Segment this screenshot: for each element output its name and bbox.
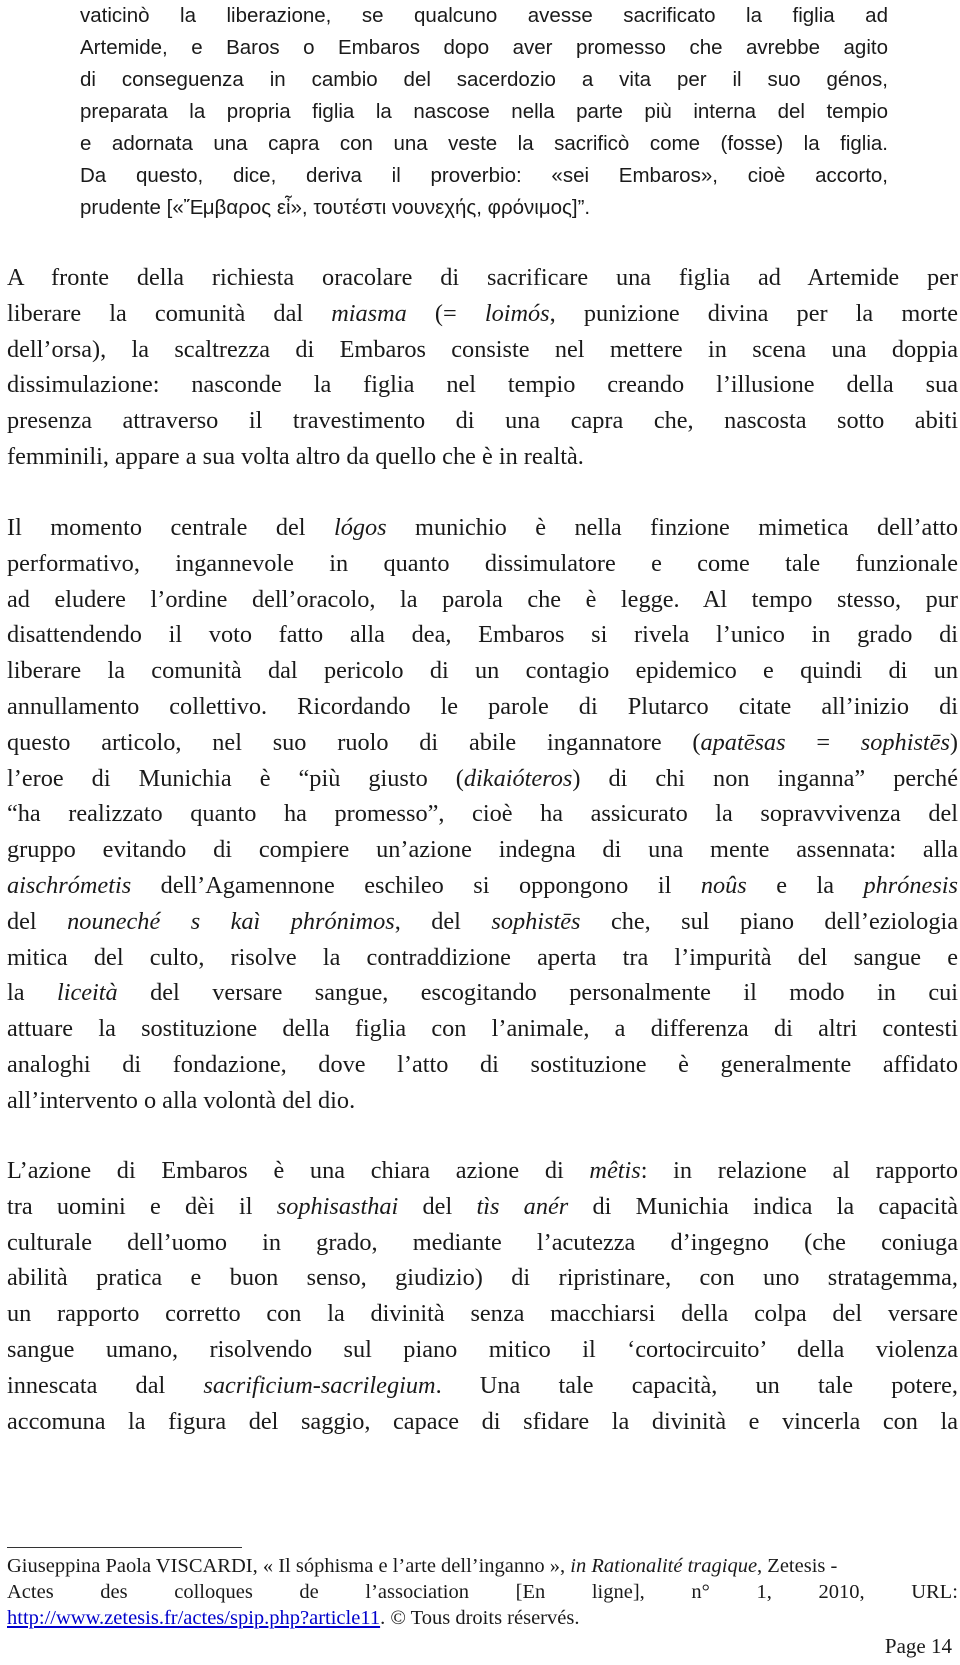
text-line: femminili, appare a sua volta altro da quello che è in realtà. [7, 442, 584, 470]
text-run: dell’Agamennone eschileo si oppongono il [131, 871, 701, 899]
text-run: , punizione divina per la morte [549, 299, 958, 327]
italic-term: nouneché s kaì phrónimos [67, 907, 395, 935]
italic-term: noûs [700, 871, 747, 899]
text-run: la [7, 979, 57, 1007]
text-line: A fronte della richiesta oracolare di sacrificare una figlia ad Artemide per [7, 264, 958, 291]
text-line: sangue umano, risolvendo sul piano mitico il ‘cortocircuito’ della violenza [7, 1335, 958, 1363]
text-run: , Zetesis - [757, 1555, 838, 1577]
text-line [7, 1189, 958, 1225]
text-line: mitica del culto, risolve la contraddizione aperta tra l’impurità del sangue e [7, 943, 958, 971]
italic-term: sacrificium-sacrilegium [203, 1371, 436, 1399]
text-run: (= [406, 299, 485, 327]
text-run: innescata dal [7, 1371, 204, 1399]
text-line: accomuna la figura del saggio, capace di sfidare la divinità e vincerla con la [7, 1407, 958, 1435]
text-run: di Munichia indica la capacità [568, 1192, 958, 1220]
italic-term: loimós [484, 299, 550, 327]
quote-line: prudente [«Ἔμβαρος εἶ», τουτέστι νουνεχής, φρόνιμος]”. [80, 196, 591, 219]
page-number: Page 14 [884, 1634, 952, 1658]
text-run: l’eroe di Munichia è “più giusto ( [7, 764, 464, 792]
italic-term: apatēsas [700, 728, 786, 756]
citation-word: 1, [756, 1581, 772, 1603]
quote-line: preparata la propria figlia la nascose nella parte più interna del tempio [80, 100, 888, 123]
text-line: annullamento collettivo. Ricordando le parole di Plutarco citate all’inizio di [7, 692, 958, 720]
text-line [7, 975, 958, 1011]
citation-line-1 [7, 1553, 958, 1579]
text-line: dissimulazione: nasconde la figlia nel tempio creando l’illusione della sua [7, 371, 958, 399]
quote-line: Da questo, dice, deriva il proverbio: «sei Embaros», cioè accorto, [80, 164, 888, 187]
text-line: gruppo evitando di compiere un’azione indegna di una mente assennata: alla [7, 836, 958, 864]
text-run: del [7, 907, 68, 935]
italic-term: liceità [56, 979, 118, 1007]
quote-line: vaticinò la liberazione, se qualcuno avesse sacrificato la figlia ad [80, 4, 888, 27]
text-line: presenza attraverso il travestimento di una capra che, nascosta sotto abiti [7, 407, 958, 435]
text-run: del versare sangue, escogitando personalmente il modo in cui [117, 979, 959, 1007]
text-line [7, 868, 958, 904]
citation-word: de [299, 1581, 319, 1603]
citation-word: l’association [365, 1581, 470, 1603]
paragraph-2 [7, 510, 958, 1119]
article-url-link[interactable]: http://www.zetesis.fr/actes/spip.php?article11 [7, 1607, 381, 1629]
italic-term: miasma [331, 299, 407, 327]
footnote-divider [7, 1547, 242, 1548]
italic-term: sophistēs [491, 907, 581, 935]
block-quote [80, 0, 888, 224]
text-run: L’azione di Embaros è una chiara azione di [7, 1157, 590, 1184]
text-run: tra uomini e dèi il [7, 1192, 277, 1220]
text-run: e la [746, 871, 864, 899]
citation-word: 2010, [818, 1581, 865, 1603]
paragraph-3 [7, 1153, 958, 1439]
italic-term: sophisasthai [276, 1192, 399, 1220]
text-run: . Una tale capacità, un tale potere, [435, 1371, 958, 1399]
italic-term: phrónesis [863, 871, 958, 899]
text-run: Giuseppina Paola VISCARDI, « Il sóphisma e l’arte dell’inganno », [7, 1555, 571, 1577]
text-line [7, 904, 958, 940]
text-run: munichio è nella finzione mimetica dell’atto [386, 514, 958, 541]
text-run: ) di chi non inganna” perché [572, 764, 958, 792]
text-line: ad eludere l’ordine dell’oracolo, la parola che è legge. Al tempo stesso, pur [7, 585, 958, 613]
text-line [7, 761, 958, 797]
text-line [7, 1368, 958, 1404]
text-line: attuare la sostituzione della figlia con l’animale, a differenza di altri contesti [7, 1015, 958, 1043]
text-line: “ha realizzato quanto ha promesso”, cioè ha assicurato la sopravvivenza del [7, 800, 958, 828]
text-run: questo articolo, nel suo ruolo di abile ingannatore ( [7, 728, 701, 756]
text-run: liberare la comunità dal [7, 299, 332, 327]
text-line: all’intervento o alla volontà del dio. [7, 1086, 356, 1114]
text-run: del [398, 1192, 477, 1220]
text-line: performativo, ingannevole in quanto dissimulatore e come tale funzionale [7, 549, 958, 577]
copyright-text: . © Tous droits réservés. [380, 1607, 580, 1629]
paragraph-1 [7, 260, 958, 475]
italic-term: sophistēs [860, 728, 950, 756]
citation-line-3 [7, 1605, 958, 1631]
citation-word: Actes [7, 1581, 54, 1603]
text-line [7, 725, 958, 761]
text-line [7, 510, 958, 546]
quote-line: e adornata una capra con una veste la sacrificò come (fosse) la figlia. [80, 132, 888, 155]
italic-term: mêtis [589, 1157, 641, 1184]
citation-word: n° [691, 1581, 710, 1603]
text-run: , del [394, 907, 492, 935]
citation-word: colloques [174, 1581, 253, 1603]
text-line: disattendendo il voto fatto alla dea, Embaros si rivela l’unico in grado di [7, 621, 958, 649]
text-run: : in relazione al rapporto [640, 1157, 958, 1184]
text-line: un rapporto corretto con la divinità senza macchiarsi della colpa del versare [7, 1300, 958, 1328]
quote-line: Artemide, e Baros o Embaros dopo aver promesso che avrebbe agito [80, 36, 888, 59]
italic-term: in Rationalité tragique [570, 1555, 758, 1577]
italic-term: dikaióteros [463, 764, 573, 792]
text-line: abilità pratica e buon senso, giudizio) di ripristinare, con uno stratagemma, [7, 1264, 958, 1292]
citation-word: ligne], [591, 1581, 645, 1603]
citation-word: des [100, 1581, 128, 1603]
text-run: ) [949, 728, 958, 756]
citation-line-2 [7, 1579, 958, 1605]
text-line [7, 296, 958, 332]
text-line: liberare la comunità dal pericolo di un contagio epidemico e quindi di un [7, 657, 958, 685]
citation-word: URL: [911, 1581, 958, 1603]
citation-footer [7, 1553, 958, 1631]
italic-term: lógos [333, 514, 387, 541]
text-line: culturale dell’uomo in grado, mediante l’acutezza d’ingegno (che coniuga [7, 1228, 958, 1256]
italic-term: tìs anér [476, 1192, 569, 1220]
italic-term: aischrómetis [7, 871, 132, 899]
text-run: Il momento centrale del [7, 514, 334, 541]
citation-word: [En [515, 1581, 546, 1603]
text-line: analoghi di fondazione, dove l’atto di sostituzione è generalmente affidato [7, 1050, 958, 1078]
quote-line: di conseguenza in cambio del sacerdozio a vita per il suo génos, [80, 68, 888, 91]
text-run: = [785, 728, 861, 756]
text-line [7, 1153, 958, 1189]
text-run: che, sul piano dell’eziologia [580, 907, 959, 935]
text-line: dell’orsa), la scaltrezza di Embaros consiste nel mettere in scena una doppia [7, 335, 958, 363]
